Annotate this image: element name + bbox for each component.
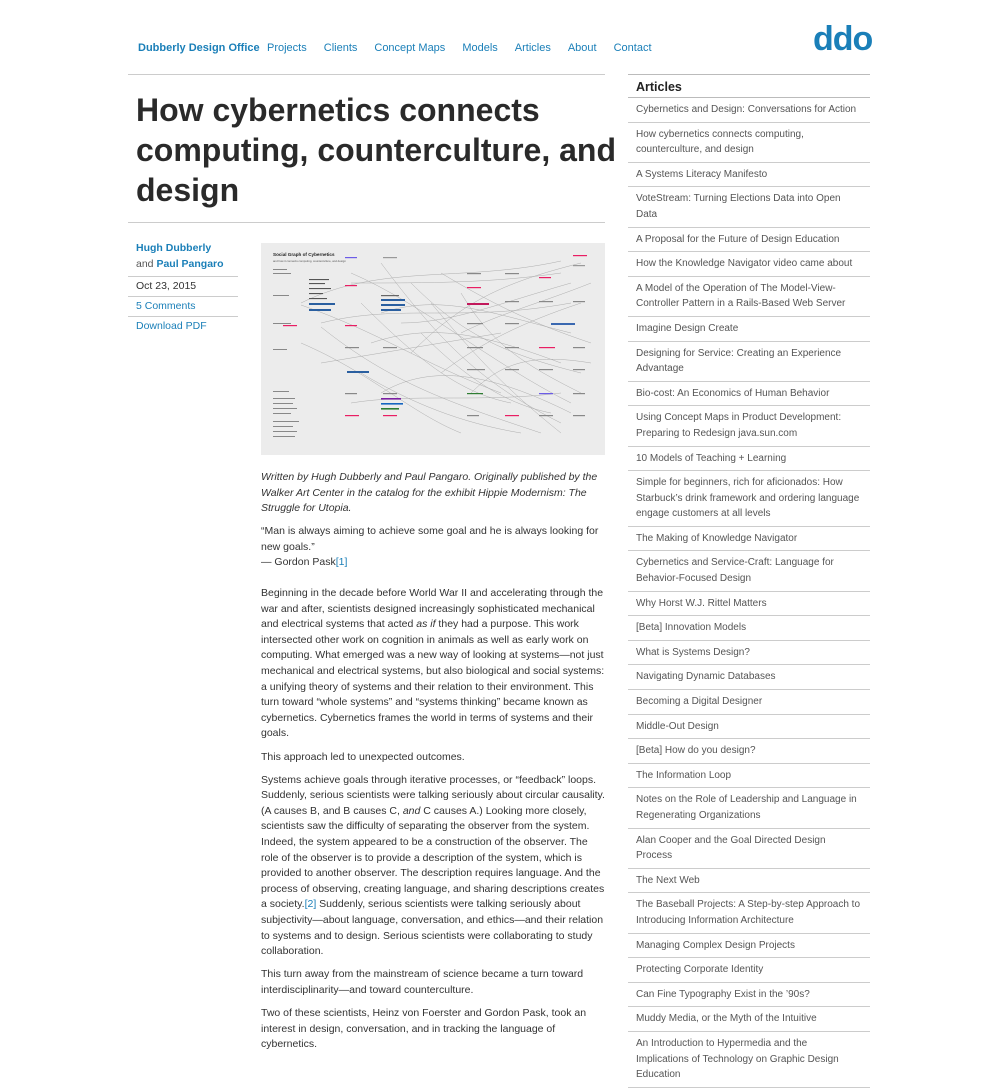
nav-articles[interactable]: Articles [514, 42, 551, 54]
sidebar-article-link[interactable]: How cybernetics connects computing, counterculture, and design [628, 123, 870, 163]
articles-list [628, 98, 870, 1088]
paragraph-2: This approach led to unexpected outcomes. [261, 750, 465, 763]
paragraph-3-emphasis: and [402, 804, 421, 817]
sidebar-article-link[interactable]: A Proposal for the Future of Design Education [628, 228, 870, 253]
sidebar-article-link[interactable]: A Model of the Operation of The Model-View-Controller Pattern in a Rails-Based Web Server [628, 277, 870, 317]
comments-link[interactable]: 5 Comments [136, 300, 196, 312]
sidebar-article-link[interactable]: What is Systems Design? [628, 641, 870, 666]
sidebar-article-link[interactable]: Designing for Service: Creating an Experience Advantage [628, 342, 870, 382]
sidebar-article-link[interactable]: The Baseball Projects: A Step-by-step Approach to Introducing Information Architecture [628, 893, 870, 933]
nav-projects[interactable]: Projects [267, 42, 307, 54]
author-link-hugh[interactable]: Hugh Dubberly [136, 242, 212, 254]
nav-clients[interactable]: Clients [323, 42, 358, 54]
paragraph-3-text-c: Suddenly, serious scientists were talking seriously about subjectivity—about language, conversation, and ethics—and their relation to systems and to design. Serious scientists were collaborating to study collaboration. [261, 898, 604, 958]
sidebar-article-link[interactable]: 10 Models of Teaching + Learning [628, 447, 870, 472]
sidebar-article-link[interactable]: The Making of Knowledge Navigator [628, 527, 870, 552]
sidebar-article-link[interactable]: Cybernetics and Design: Conversations for Action [628, 98, 870, 123]
sidebar-article-link[interactable]: A Systems Literacy Manifesto [628, 163, 870, 188]
paragraph-1-text-a: Beginning in the decade before World War II and accelerating through the war and after, scientists designed increasingly sophisticated mechanical and electrical systems that acted [261, 587, 604, 631]
sidebar-article-link[interactable]: How the Knowledge Navigator video came about [628, 252, 870, 277]
page-title: How cybernetics connects computing, counterculture, and design [136, 92, 617, 208]
sidebar-article-link[interactable]: Bio-cost: An Economics of Human Behavior [628, 382, 870, 407]
sidebar-article-link[interactable]: Imagine Design Create [628, 317, 870, 342]
paragraph-3 [261, 773, 607, 960]
and-word: and [136, 258, 154, 270]
sidebar-article-link[interactable]: Alan Cooper and the Goal Directed Design Process [628, 829, 870, 869]
paragraph-5: Two of these scientists, Heinz von Foerster and Gordon Pask, took an interest in design, conversation, and in tracking the language of cybernetics. [261, 1006, 587, 1051]
sidebar-article-link[interactable]: Why Horst W.J. Rittel Matters [628, 592, 870, 617]
paragraph-3-text-b: C causes A.) Looking more closely, scientists saw the difficulty of separating the observer from the system. Indeed, the system appeared to be a construction of the observer. The role of the observer is to provide a description of the system, which is provided to another observer. The description requires language. And the process of observing, creating language, and sharing descriptions creates a society. [261, 804, 605, 911]
sidebar-article-link[interactable]: Notes on the Role of Leadership and Language in Regenerating Organizations [628, 788, 870, 828]
nav-about[interactable]: About [567, 42, 597, 54]
publish-date: Oct 23, 2015 [128, 277, 238, 297]
sidebar-article-link[interactable]: Simple for beginners, rich for aficionados: How Starbuck’s drink framework and ordering language engage customers at all levels [628, 471, 870, 527]
sidebar-article-link[interactable]: [Beta] How do you design? [628, 739, 870, 764]
paragraph-1-text-b: they had a purpose. This work intersected other work on cognition in animals as well as early work on computing. What emerged was a new way of looking at systems—not just mechanical and electrical systems, but also biological and social systems: a unifying theory of systems and their relation to their environment. This turn toward “whole systems” and “systems thinking” became known as cybernetics. Cybernetics frames the world in terms of systems and their goals. [261, 618, 605, 740]
quote-attribution: — Gordon Pask [261, 556, 336, 569]
sidebar-article-link[interactable]: The Information Loop [628, 764, 870, 789]
sidebar-article-link[interactable]: [Beta] Innovation Models [628, 616, 870, 641]
sidebar-article-link[interactable]: Can Fine Typography Exist in the ’90s? [628, 983, 870, 1008]
paragraph-3-text-a: Systems achieve goals through iterative processes, or “feedback” loops. Suddenly, serious scientists were talking seriously about circular causality. (A causes B, and B causes C, [261, 773, 605, 817]
paragraph-1 [261, 586, 607, 742]
sidebar-article-link[interactable]: Managing Complex Design Projects [628, 934, 870, 959]
sidebar-article-link[interactable]: Navigating Dynamic Databases [628, 665, 870, 690]
intro-paragraph: Written by Hugh Dubberly and Paul Pangaro. Originally published by the Walker Art Center in the catalog for the exhibit Hippie Modernism: The Struggle for Utopia. [261, 471, 598, 515]
pask-quote [261, 524, 607, 571]
nav-contact[interactable]: Contact [613, 42, 652, 54]
figure-subtitle: and how it connects computing, counterculture, and design [273, 259, 346, 263]
sidebar-article-link[interactable]: Protecting Corporate Identity [628, 958, 870, 983]
sidebar-article-link[interactable]: Becoming a Digital Designer [628, 690, 870, 715]
paragraph-1-emphasis: as if [416, 618, 436, 631]
social-graph-figure [261, 243, 605, 455]
footnote-link-2[interactable]: [2] [304, 898, 317, 911]
quote-text: “Man is always aiming to achieve some goal and he is always looking for new goals.” [261, 525, 599, 553]
divider [128, 74, 605, 75]
ddo-logo[interactable]: ddo [813, 20, 873, 58]
social-graph-diagram [261, 243, 605, 455]
paragraph-4: This turn away from the mainstream of science became a turn toward interdisciplinarity—and toward counterculture. [261, 968, 584, 996]
author-link-paul[interactable]: Paul Pangaro [156, 258, 224, 270]
sidebar-article-link[interactable]: Middle-Out Design [628, 715, 870, 740]
article-body [261, 470, 607, 1060]
sidebar-article-link[interactable]: Muddy Media, or the Myth of the Intuitive [628, 1007, 870, 1032]
sidebar-article-link[interactable]: Using Concept Maps in Product Development: Preparing to Redesign java.sun.com [628, 406, 870, 446]
divider [128, 222, 605, 223]
articles-sidebar [628, 74, 870, 1088]
sidebar-article-link[interactable]: The Next Web [628, 869, 870, 894]
figure-title: Social Graph of Cybernetics [273, 252, 335, 257]
footnote-link-1[interactable]: [1] [335, 556, 348, 569]
sidebar-title: Articles [628, 74, 870, 98]
article-meta [128, 238, 238, 336]
nav-models[interactable]: Models [462, 42, 498, 54]
author-line [128, 238, 238, 277]
main-nav [267, 42, 669, 54]
sidebar-article-link[interactable]: An Introduction to Hypermedia and the Implications of Technology on Graphic Design Education [628, 1032, 870, 1088]
sidebar-article-link[interactable]: Cybernetics and Service-Craft: Language for Behavior-Focused Design [628, 551, 870, 591]
sidebar-article-link[interactable]: VoteStream: Turning Elections Data into Open Data [628, 187, 870, 227]
nav-concept-maps[interactable]: Concept Maps [374, 42, 446, 54]
brand-link[interactable]: Dubberly Design Office [138, 42, 260, 54]
download-pdf-link[interactable]: Download PDF [136, 320, 207, 332]
